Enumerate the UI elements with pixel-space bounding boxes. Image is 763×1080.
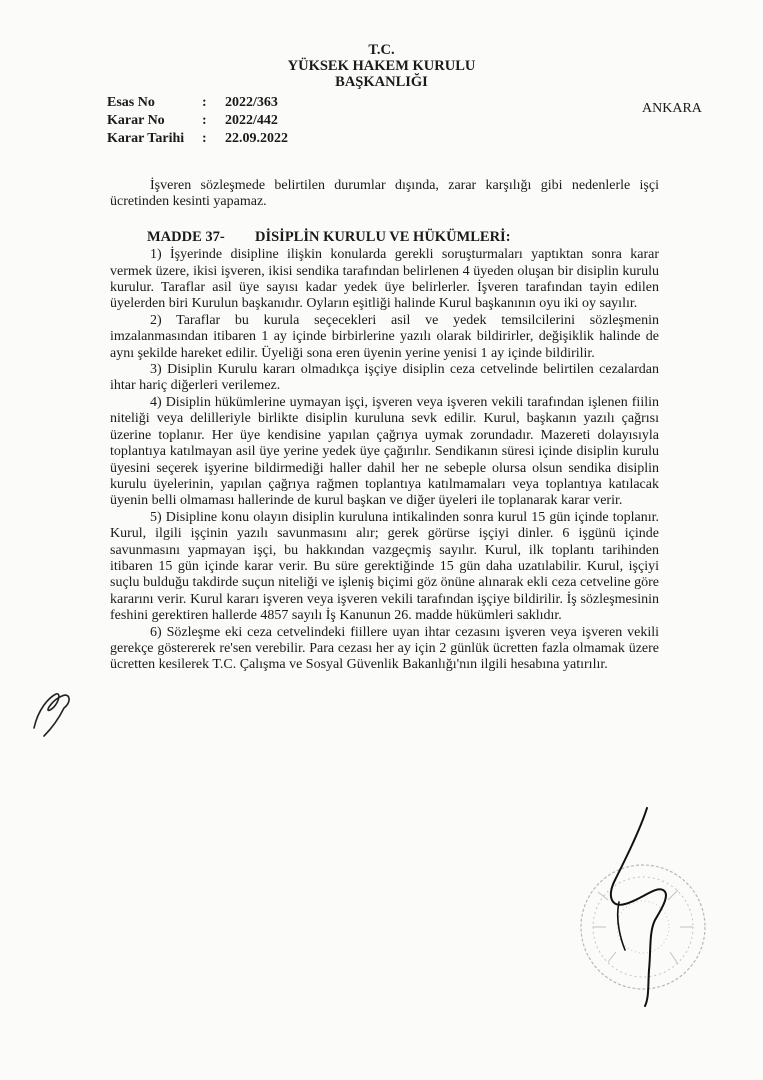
meta-label: Karar No <box>107 113 165 128</box>
article-paragraph: 5) Disipline konu olayın disiplin kuruluna intikalinden sonra kurul 15 gün içinde toplanır. Kurul, ilgili işçinin yazılı savunmasını alır; gerek görürse işçiyi dinler. 6 işgünü içinde savunmasını yapmayan işçi, bu hakkından vazgeçmiş sayılır. Kurul, ilk toplantı tarihinden itibaren 15 gün içinde karar verir. Bu süre gerektiğinde 15 gün daha uzatılabilir. Kurul, işçiyi suçlu bulduğu takdirde suçun niteliği ve işleniş biçimi göz önüne alınarak ekli ceza cetveline göre kararını verir. Kurul kararı işveren veya işveren vekili tarafından işçiye bildirilir. İş sözleşmesinin feshini gerektiren hallerde 4857 sayılı İş Kanunun 26. madde hükümleri saklıdır. <box>110 509 659 624</box>
margin-initials <box>28 680 88 740</box>
article-title: DİSİPLİN KURULU VE HÜKÜMLERİ: <box>255 228 511 245</box>
meta-label: Karar Tarihi <box>107 131 185 146</box>
meta-row-esas <box>107 94 288 112</box>
document-body <box>110 178 659 674</box>
meta-label: Esas No <box>107 95 155 110</box>
meta-value: 2022/442 <box>225 113 278 128</box>
article-paragraph: 6) Sözleşme eki ceza cetvelindeki fiillere uyan ihtar cezasını işveren veya işveren vekili gerekçe göstererek re'sen verebilir. Para cezası her ay için 2 günlük ücretten fazla olmamak üzere ücretten kesilerek T.C. Çalışma ve Sosyal Güvenlik Bakanlığı'nın ilgili hesabına yatırılır. <box>110 624 659 673</box>
case-metadata <box>107 94 288 148</box>
meta-value: 2022/363 <box>225 95 278 110</box>
article-number: MADDE 37- <box>147 228 225 245</box>
signature <box>585 800 695 1010</box>
article-paragraph: 1) İşyerinde disipline ilişkin konularda gerekli soruşturmaları yaptıktan sonra karar vermek üzere, ikisi işveren, ikisi sendika tarafından belirlenen 4 üyeden oluşan bir disiplin kurulu kurulur. Taraflar asil üye sayısı kadar yedek üye belirlerler. İşveren tarafından tayin edilen üyelerden biri Kurulun başkanıdır. Oyların eşitliği halinde Kurul başkanının oyu iki oy sayılır. <box>110 247 659 312</box>
article-paragraph: 4) Disiplin hükümlerine uymayan işçi, işveren veya işveren vekili tarafından işlenen fiilin niteliği veya delilleriyle birlikte disiplin kuruluna sevk edilir. Kurul, başkanın yazılı çağrısı üzerine toplanır. Her üye kendisine yapılan çağrıya uymak zorundadır. Mazereti dolayısıyla toplantıya katılmayan asil üye yerine yedek üye çağırılır. Sendikanın süresi içinde disiplin kurulu üyesini seçerek işyerine bildirmediği haller dahil her ne sebeple olursa olsun sendika disiplin kurulu üyelerinin, yapılan çağrıya rağmen toplantıya katılmamaları veya toplantıya katılacak üyenin belli olmaması hallerinde de kurul başkan ve diğer üyeleri ile toplanarak karar verir. <box>110 394 659 509</box>
meta-row-karar <box>107 112 288 130</box>
article-heading <box>110 229 659 245</box>
document-header <box>0 42 763 90</box>
header-line-tc: T.C. <box>368 42 395 58</box>
meta-separator: : <box>202 113 207 128</box>
article-paragraph: 2) Taraflar bu kurula seçecekleri asil ve yedek temsilcilerini sözleşmenin imzalanmasından itibaren 1 ay içinde birbirlerine yazılı olarak bildirirler, değişiklik halinde de aynı şekilde hareket edilir. Üyeliği sona eren üyenin yerine yenisi 1 ay içinde bildirilir. <box>110 312 659 361</box>
header-line-presidency: BAŞKANLIĞI <box>335 74 428 90</box>
article-paragraph: 3) Disiplin Kurulu kararı olmadıkça işçiye disiplin ceza cetvelinde belirtilen cezalardan ihtar hariç diğerleri verilemez. <box>110 362 659 394</box>
header-line-institution: YÜKSEK HAKEM KURULU <box>287 58 476 74</box>
meta-row-date <box>107 130 288 148</box>
city-label: ANKARA <box>642 101 702 116</box>
meta-separator: : <box>202 95 207 110</box>
meta-value: 22.09.2022 <box>225 131 288 146</box>
intro-paragraph: İşveren sözleşmede belirtilen durumlar dışında, zarar karşılığı gibi nedenlerle işçi ücretinden kesinti yapamaz. <box>110 178 659 210</box>
meta-separator: : <box>202 131 207 146</box>
